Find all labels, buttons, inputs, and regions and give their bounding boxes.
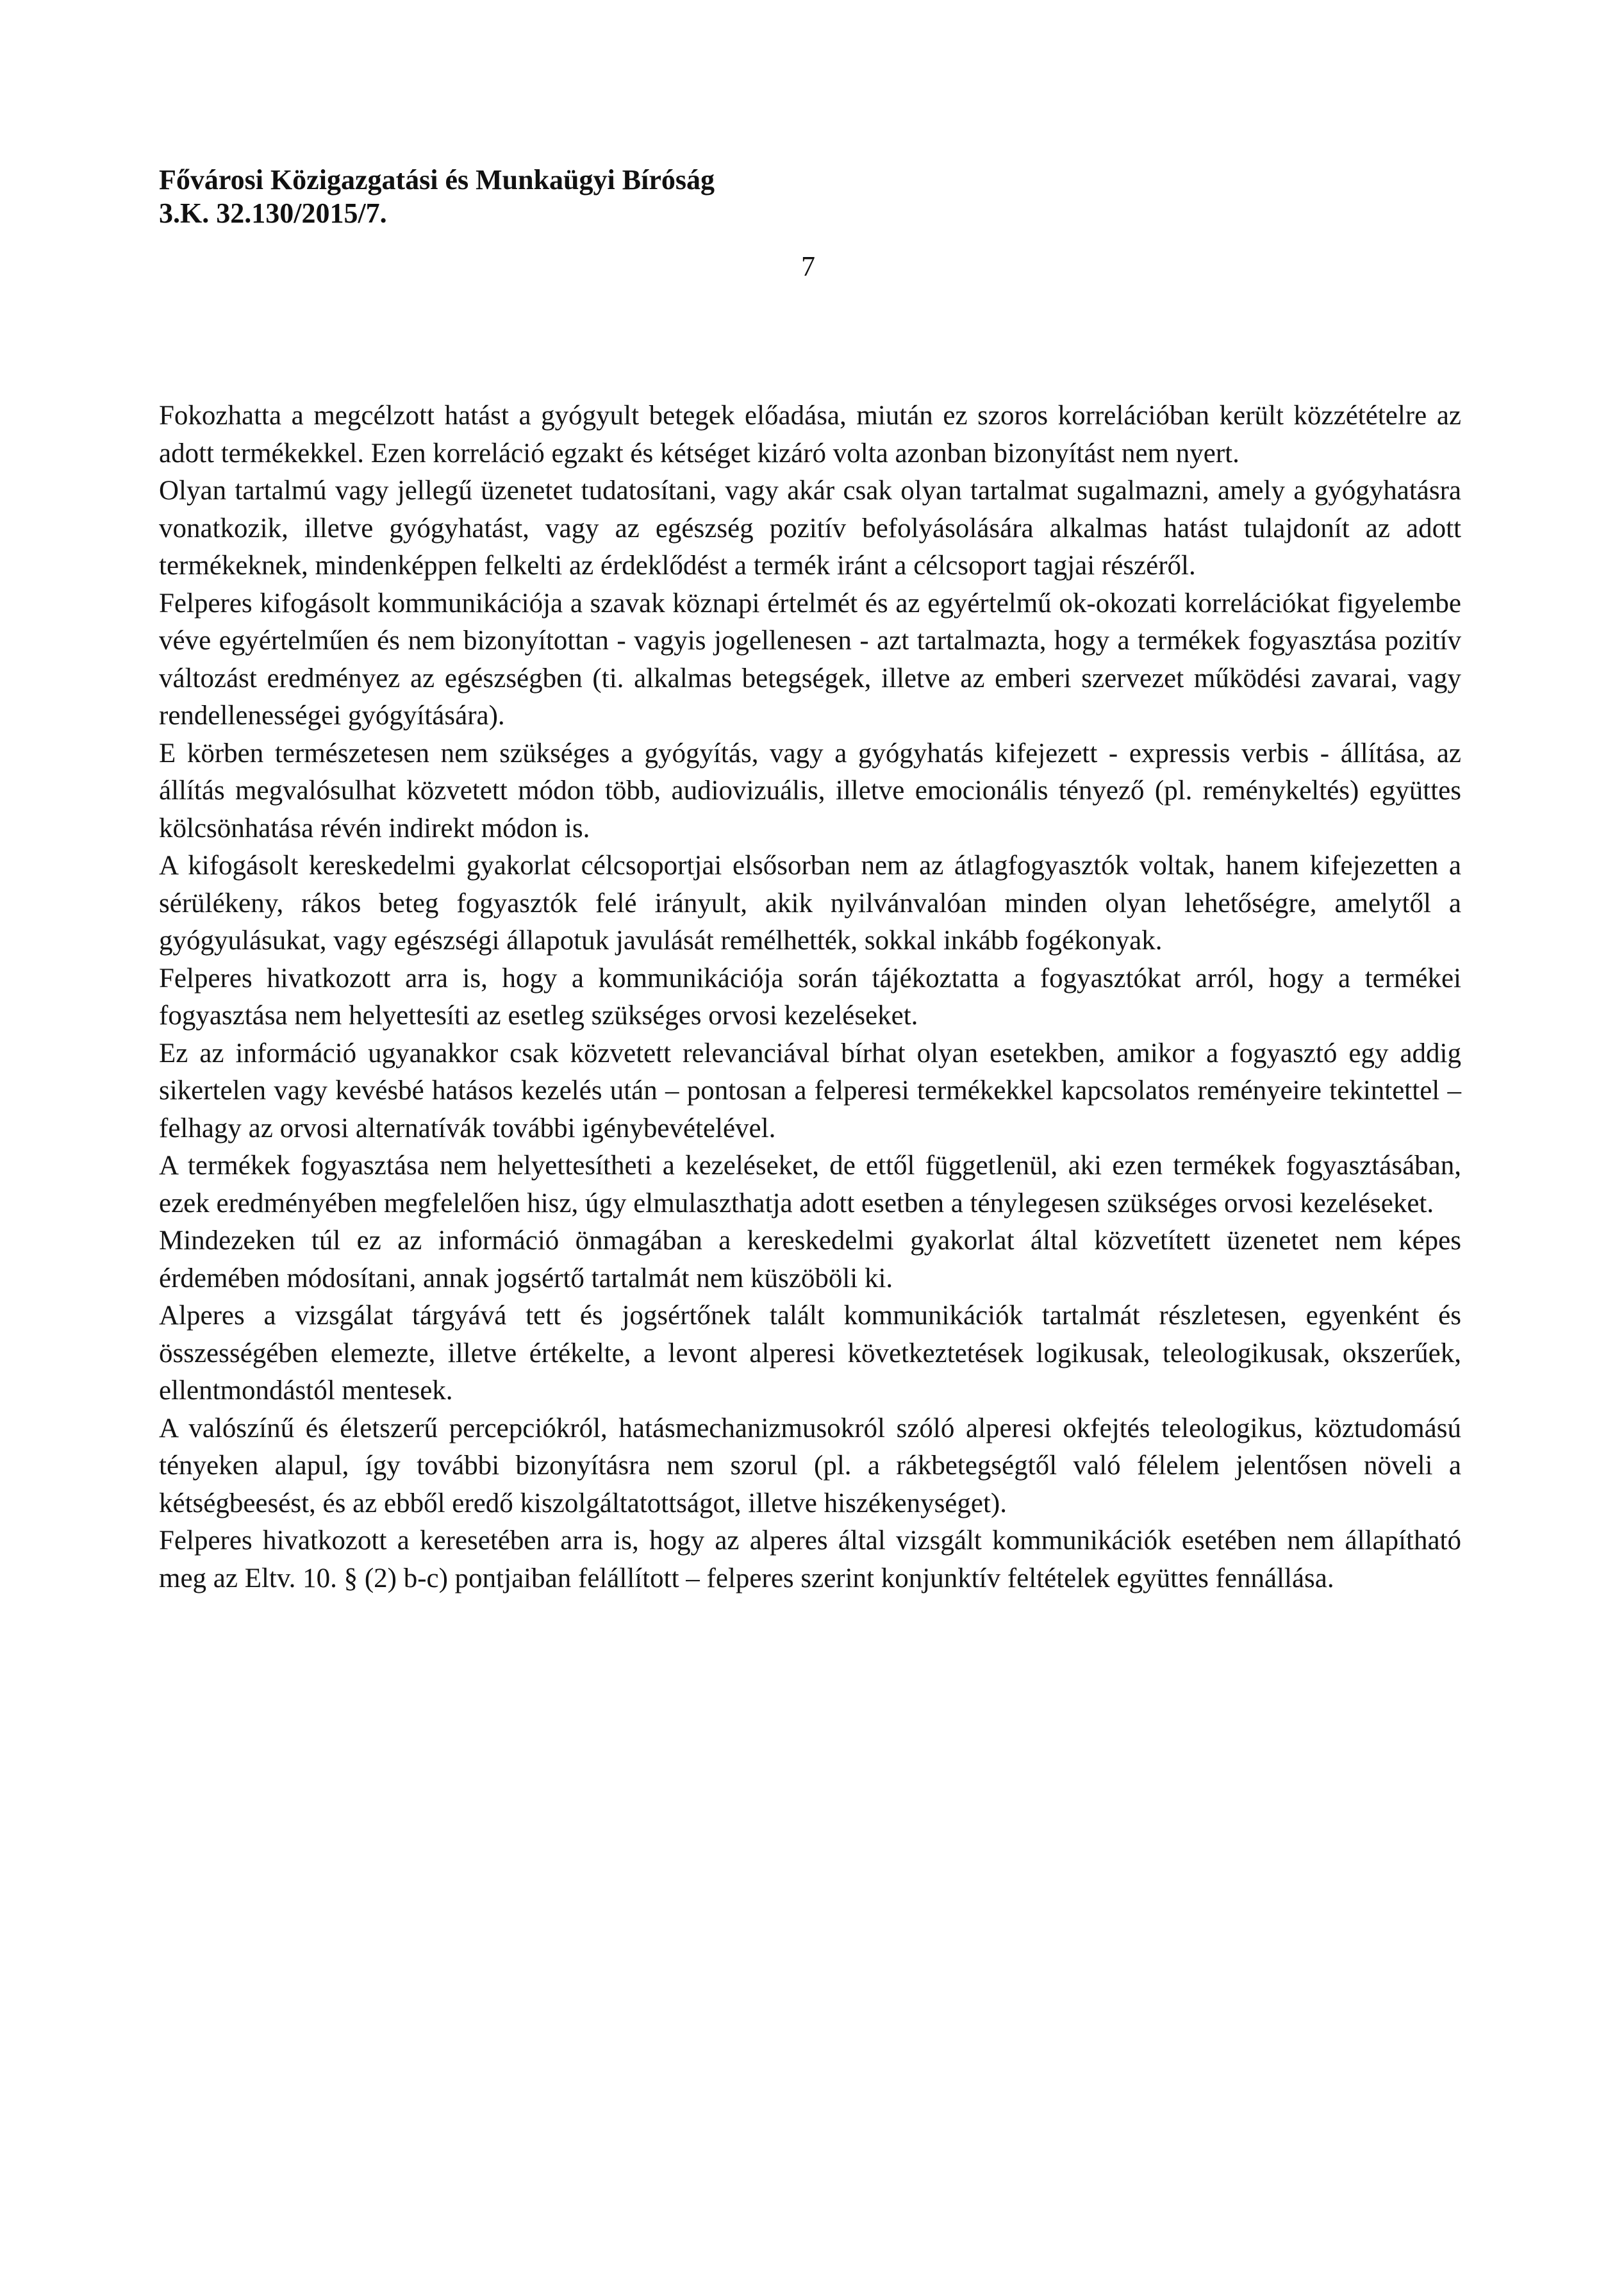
paragraph: Ez az információ ugyanakkor csak közvetett relevanciával bírhat olyan esetekben, amikor a fogyasztó egy addig sikertelen vagy kevésbé hatásos kezelés után – pontosan a felperesi termékekkel kapcsolatos reményeire tekintettel – felhagy az orvosi alternatívák további igénybevételével. — [159, 1038, 1461, 1144]
paragraph: A termékek fogyasztása nem helyettesítheti a kezeléseket, de ettől függetlenül, aki ezen termékek fogyasztásában, ezek eredményében megfelelően hisz, úgy elmulaszthatja adott esetben a ténylegesen szükséges orvosi kezeléseket. — [159, 1151, 1461, 1219]
paragraph: Fokozhatta a megcélzott hatást a gyógyult betegek előadása, miután ez szoros korrelációban került közzétételre az adott termékekkel. Ezen korreláció egzakt és kétséget kizáró volta azonban bizonyítást nem nyert. — [159, 401, 1461, 469]
paragraph: A kifogásolt kereskedelmi gyakorlat célcsoportjai elsősorban nem az átlagfogyasztók voltak, hanem kifejezetten a sérülékeny, rákos beteg fogyasztók felé irányult, akik nyilvánvalóan minden olyan lehetőségre, amelytől a gyógyulásukat, vagy egészségi állapotuk javulását remélhették, sokkal inkább fogékonyak. — [159, 851, 1461, 956]
paragraph: Felperes kifogásolt kommunikációja a szavak köznapi értelmét és az egyértelmű ok-okozati korrelációkat figyelembe véve egyértelműen és nem bizonyítottan - vagyis jogellenesen - azt tartalmazta, hogy a termékek fogyasztása pozitív változást eredményez az egészségben (ti. alkalmas betegségek, illetve az emberi szervezet működési zavarai, vagy rendellenességei gyógyítására). — [159, 588, 1461, 731]
paragraph: Olyan tartalmú vagy jellegű üzenetet tudatosítani, vagy akár csak olyan tartalmat sugalmazni, amely a gyógyhatásra vonatkozik, illetve gyógyhatást, vagy az egészség pozitív befolyásolására alkalmas hatást tulajdonít az adott termékeknek, mindenképpen felkelti az érdeklődést a termék iránt a célcsoport tagjai részéről. — [159, 476, 1461, 581]
paragraph: A valószínű és életszerű percepciókról, hatásmechanizmusokról szóló alperesi okfejtés teleologikus, köztudomású tényeken alapul, így további bizonyításra nem szorul (pl. a rákbetegségtől való félelem jelentősen növeli a kétségbeesést, és az ebből eredő kiszolgáltatottságot, illetve hiszékenységet). — [159, 1413, 1461, 1518]
court-name: Fővárosi Közigazgatási és Munkaügyi Bíróság — [159, 164, 715, 195]
paragraph: Felperes hivatkozott a keresetében arra is, hogy az alperes által vizsgált kommunikációk esetében nem állapítható meg az Eltv. 10. § (2) b-c) pontjaiban felállított – felperes szerint konjunktív feltételek együttes fennállása. — [159, 1526, 1461, 1593]
paragraph: E körben természetesen nem szükséges a gyógyítás, vagy a gyógyhatás kifejezett - expressis verbis - állítása, az állítás megvalósulhat közvetett módon több, audiovizuális, illetve emocionális tényező (pl. reménykeltés) együttes kölcsönhatása révén indirekt módon is. — [159, 738, 1461, 844]
document-body — [159, 397, 1461, 1597]
case-number: 3.K. 32.130/2015/7. — [159, 197, 387, 229]
paragraph: Felperes hivatkozott arra is, hogy a kommunikációja során tájékoztatta a fogyasztókat arról, hogy a termékei fogyasztása nem helyettesíti az esetleg szükséges orvosi kezeléseket. — [159, 963, 1461, 1031]
paragraph: Alperes a vizsgálat tárgyává tett és jogsértőnek talált kommunikációk tartalmát részletesen, egyenként és összességében elemezte, illetve értékelte, a levont alperesi következtetések logikusak, teleologikusak, okszerűek, ellentmondástól mentesek. — [159, 1301, 1461, 1406]
page-number: 7 — [801, 251, 815, 282]
paragraph: Mindezeken túl ez az információ önmagában a kereskedelmi gyakorlat által közvetített üzenetet nem képes érdemében módosítani, annak jogsértő tartalmát nem küszöböli ki. — [159, 1226, 1461, 1294]
document-header — [159, 163, 1056, 230]
